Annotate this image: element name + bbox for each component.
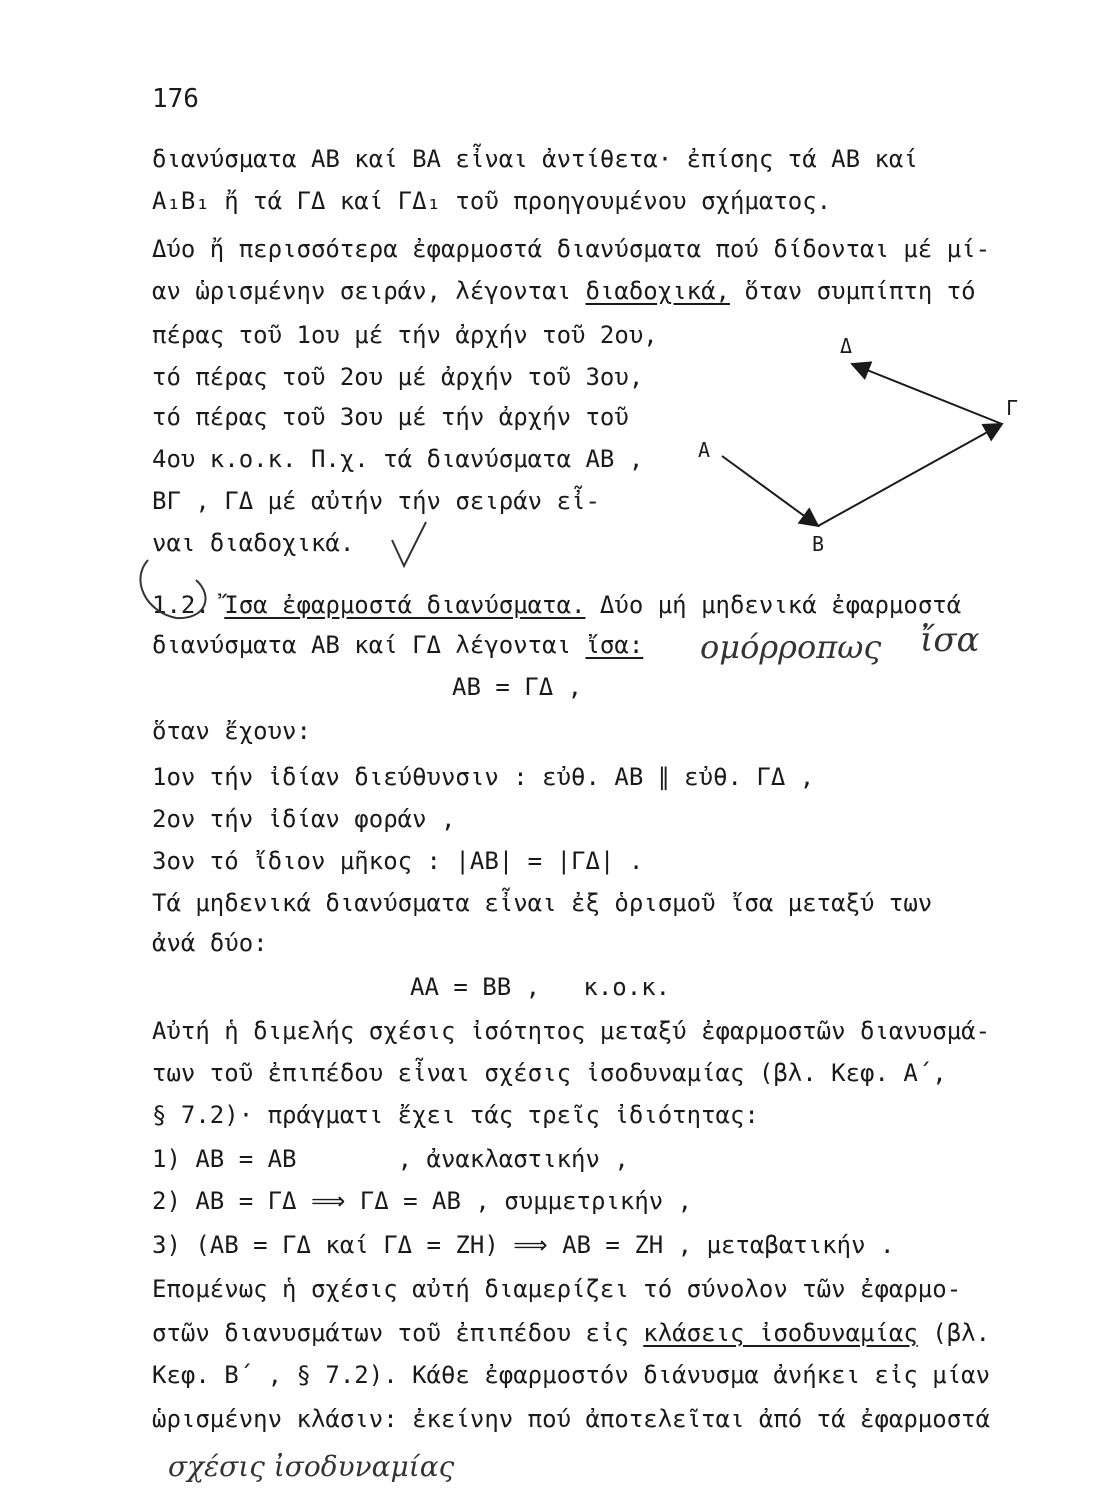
text-line: τό πέρας τοῦ 2ου μέ ἀρχήν τοῦ 3ου,	[152, 363, 644, 391]
point-label-b: B	[812, 532, 825, 556]
term-equivalence-classes: κλάσεις ἰσοδυναμίας	[643, 1319, 918, 1347]
handwritten-note: σχέσις ἰσοδυναμίας	[168, 1450, 455, 1483]
text-line: ἀνά δύο:	[152, 929, 268, 957]
text-line: ναι διαδοχικά.	[152, 529, 355, 557]
equation: AA = BB , κ.ο.κ.	[410, 973, 671, 1001]
handwritten-note: ομόρροπως	[700, 628, 882, 666]
term-successive: διαδοχικά,	[585, 277, 730, 305]
text-span: Δύο μή μηδενικά ἐφαρμοστά	[585, 591, 962, 619]
handwritten-note: ἴσα	[920, 620, 980, 660]
text-line: Επομένως ἡ σχέσις αὐτή διαμερίζει τό σύνολον τῶν ἐφαρμο-	[152, 1275, 962, 1303]
text-line: 3ον τό ἴδιον μῆκος : |AB| = |ΓΔ| .	[152, 847, 644, 875]
section-title: Ἴσα ἐφαρμοστά διανύσματα.	[224, 591, 586, 619]
text-span: αν ὡρισμένην σειράν, λέγονται	[152, 277, 586, 305]
text-line: BΓ , ΓΔ μέ αὐτήν τήν σειράν εἶ-	[152, 487, 600, 515]
vector-gd	[852, 364, 1002, 424]
text-line: Τά μηδενικά διανύσματα εἶναι ἐξ ὁρισμοῦ ἴσα μεταξύ των	[152, 889, 933, 917]
property-line: 2) AB = ΓΔ ⟹ ΓΔ = AB , συμμετρικήν ,	[152, 1187, 693, 1215]
text-line: τό πέρας τοῦ 3ου μέ τήν ἀρχήν τοῦ	[152, 403, 629, 431]
text-line: Δύο ἤ περισσότερα ἐφαρμοστά διανύσματα πού δίδονται μέ μί-	[152, 235, 991, 263]
text-line: A₁B₁ ἤ τά ΓΔ καί ΓΔ₁ τοῦ προηγουμένου σχήματος.	[152, 187, 832, 215]
text-line: ὡρισμένην κλάσιν: ἐκείνην πού ἀποτελεῖται ἀπό τά ἐφαρμοστά	[152, 1405, 991, 1433]
text-line: § 7.2)· πράγματι ἔχει τάς τρεῖς ἰδιότητας:	[152, 1101, 759, 1129]
vector-ab	[722, 456, 818, 526]
point-label-d: Δ	[840, 334, 853, 358]
text-line: διανύσματα AB καί BA εἶναι ἀντίθετα· ἐπίσης τά AB καί	[152, 145, 918, 173]
section-number: 1.2.	[152, 591, 225, 619]
term-equal: ἴσα:	[585, 631, 644, 659]
text-line: ὅταν ἔχουν:	[152, 717, 311, 745]
text-line: 2ον τήν ἰδίαν φοράν ,	[152, 805, 456, 833]
point-label-a: A	[698, 438, 711, 462]
point-label-g: Γ	[1006, 396, 1019, 420]
property-line: 3) (AB = ΓΔ καί ΓΔ = ZH) ⟹ AB = ZH , μεταβατικήν .	[152, 1231, 895, 1259]
property-line: 1) AB = AB , ἀνακλαστικήν ,	[152, 1145, 629, 1173]
hand-circle	[140, 560, 205, 618]
text-span: διανύσματα AB καί ΓΔ λέγονται	[152, 631, 586, 659]
text-line: των τοῦ ἐπιπέδου εἶναι σχέσις ἰσοδυναμίας (βλ. Κεφ. Α΄,	[152, 1059, 947, 1087]
vector-bg	[818, 424, 1002, 526]
page-number: 176	[152, 84, 199, 114]
text-span: (βλ.	[917, 1319, 991, 1347]
text-line: Κεφ. Β΄ , § 7.2). Κάθε ἐφαρμοστόν διάνυσμα ἀνήκει εἰς μίαν	[152, 1361, 991, 1389]
check-mark	[392, 522, 426, 566]
equation: AB = ΓΔ ,	[452, 673, 583, 701]
text-line: 4ου κ.ο.κ. Π.χ. τά διανύσματα AB ,	[152, 445, 644, 473]
text-span: στῶν διανυσμάτων τοῦ ἐπιπέδου εἰς	[152, 1319, 644, 1347]
text-line: Αὐτή ἡ διμελής σχέσις ἰσότητος μεταξύ ἐφαρμοστῶν διανυσμά-	[152, 1017, 991, 1045]
text-line: πέρας τοῦ 1ου μέ τήν ἀρχήν τοῦ 2ου,	[152, 321, 658, 349]
text-line: 1ον τήν ἰδίαν διεύθυνσιν : εὐθ. AB ∥ εὐθ. ΓΔ ,	[152, 763, 815, 791]
text-span: ὅταν συμπίπτη τό	[729, 277, 976, 305]
